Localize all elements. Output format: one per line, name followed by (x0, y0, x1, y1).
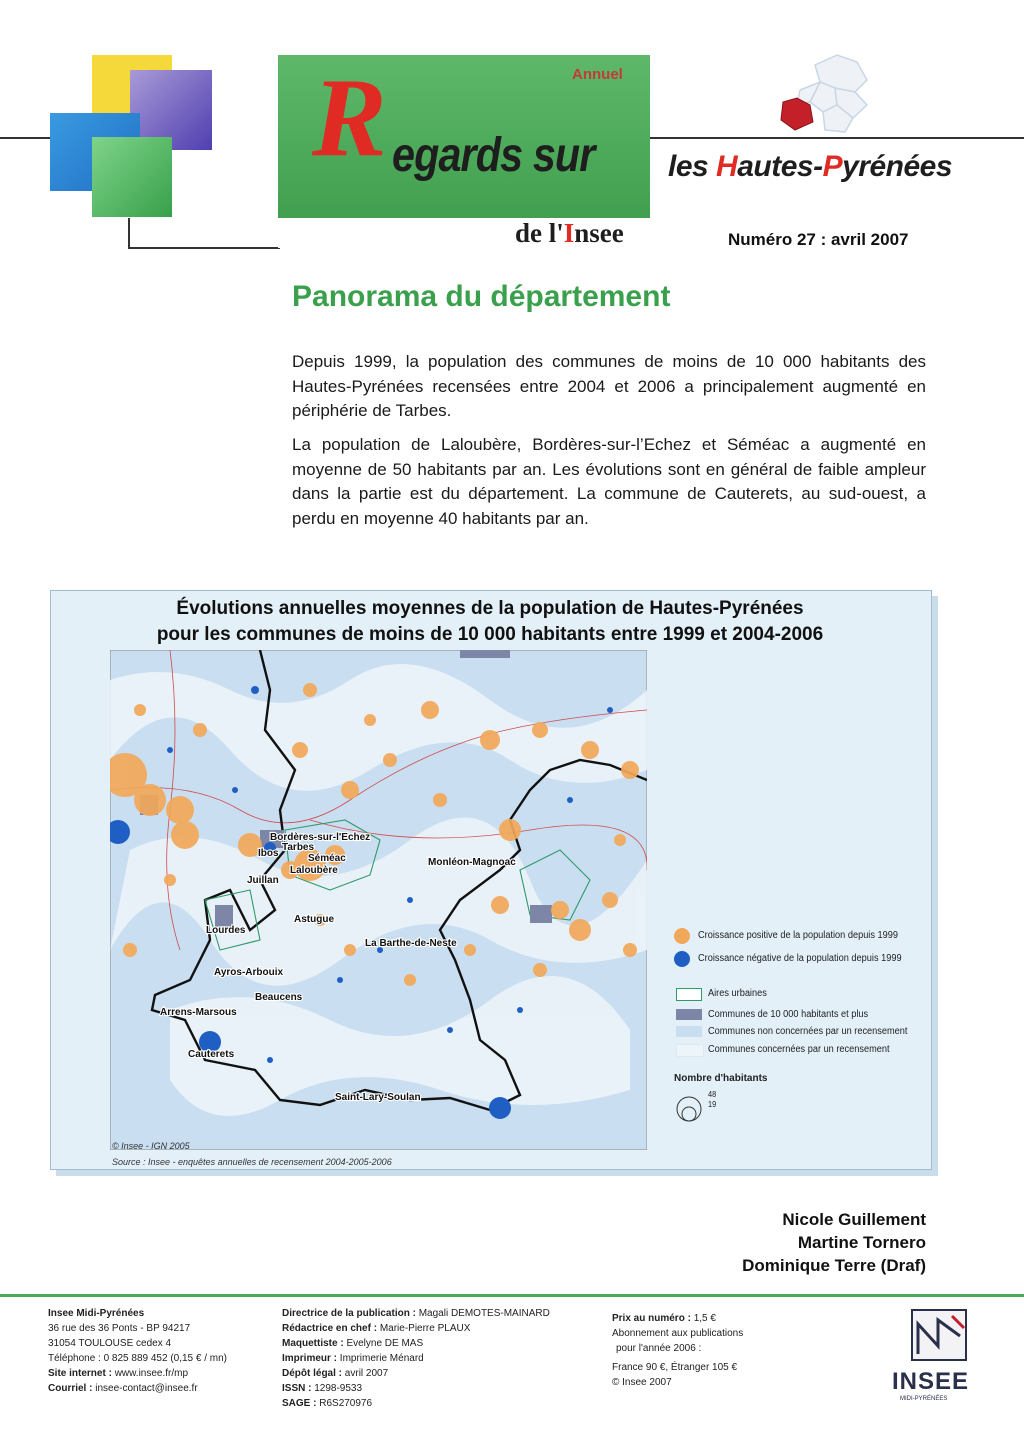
author-2: Martine Tornero (797, 1233, 926, 1252)
email-link[interactable]: insee-contact@insee.fr (95, 1383, 198, 1394)
legend-concerned: Communes concernées par un recensement (708, 1044, 890, 1055)
legend-positive: Croissance positive de la population depuis 1999 (698, 930, 898, 941)
publication-title: egards sur (392, 129, 595, 182)
header-rule-vertical (128, 218, 130, 248)
legend-not-concerned: Communes non concernées par un recensement (708, 1026, 908, 1037)
map-label: Bordères-sur-l'Echez (270, 832, 371, 843)
legend-concerned-swatch (676, 1044, 704, 1057)
author-1: Nicole Guillement (782, 1210, 926, 1229)
article-paragraph-1: Depuis 1999, la population des communes de moins de 10 000 habitants des Hautes-Pyrénées recensées entre 2004 et 2006 a principalement augmenté en périphérie de Tarbes. (292, 352, 926, 420)
map-title-line-1: Évolutions annuelles moyennes de la population de Hautes-Pyrénées (176, 598, 804, 619)
map-title-line-2: pour les communes de moins de 10 000 habitants entre 1999 et 2004-2006 (156, 624, 824, 645)
annual-label: Annuel (572, 66, 623, 83)
footer-publication-info: Directrice de la publication : Magali DEMOTES-MAINARD Rédactrice en chef : Marie-Pierre PLAUX Maquettiste : Evelyne DE MAS Imprimeur : Imprimerie Ménard Dépôt légal : avril 2007 ISSN : 1298-9533 SAGE : R6S270976 (282, 1308, 550, 1409)
insee-logo: INSEE (892, 1368, 970, 1395)
legend-size-circles (674, 1088, 708, 1124)
legend-size-heading: Nombre d'habitants (674, 1073, 768, 1084)
legend-urban-swatch (676, 988, 702, 1001)
legend-not-concerned-swatch (676, 1026, 702, 1037)
map-label: Juillan (247, 875, 279, 886)
article-paragraph-2: La population de Laloubère, Bordères-sur-l’Echez et Séméac a augmenté en moyenne de 50 habitants par an. Les évolutions sont en général de faible ampleur dans la partie est du département. La commune de Cauterets, au sud-ouest, a perdu en moyenne 40 habitants par an. (292, 435, 926, 528)
article-title: Panorama du département (292, 280, 671, 313)
map-label: La Barthe-de-Neste (365, 938, 457, 949)
legend-big: Communes de 10 000 habitants et plus (708, 1009, 869, 1020)
legend-negative: Croissance négative de la population depuis 1999 (698, 953, 902, 964)
header-rule-left (0, 137, 50, 139)
insee-logo-region: MIDI-PYRÉNÉES (900, 1396, 948, 1402)
map-label: Laloubère (290, 865, 338, 876)
insee-logo-icon (908, 1306, 972, 1364)
map-label: Saint-Lary-Soulan (335, 1092, 421, 1103)
footer-rule (0, 1294, 1024, 1297)
map-label: Séméac (308, 853, 346, 864)
website-link[interactable]: www.insee.fr/mp (114, 1368, 189, 1379)
map-label: Monléon-Magnoac (428, 857, 516, 868)
map-label: Tarbes (282, 842, 315, 853)
legend-positive-swatch (672, 926, 692, 946)
author-3: Dominique Terre (Draf) (742, 1256, 926, 1275)
legend-big-swatch (676, 1009, 702, 1020)
legend-size-big: 48 (708, 1090, 717, 1099)
department-title: les Hautes-Pyrénées (668, 150, 953, 183)
population-map (110, 650, 647, 1150)
map-source: Source : Insee - enquêtes annuelles de recensement 2004-2005-2006 (112, 1157, 392, 1167)
map-label: Ibos (258, 848, 279, 859)
map-label: Cauterets (188, 1049, 235, 1060)
region-map-icon (775, 50, 885, 140)
map-label: Astugue (294, 914, 334, 925)
legend-size-small: 19 (708, 1100, 717, 1109)
legend-urban: Aires urbaines (708, 988, 767, 999)
issue-number: Numéro 27 : avril 2007 (728, 230, 909, 249)
map-label: Ayros-Arbouix (214, 967, 284, 978)
footer-contact: Insee Midi-Pyrénées 36 rue des 36 Ponts - BP 94217 31054 TOULOUSE cedex 4 Téléphone : 0 825 889 452 (0,15 € / mn) Site internet : www.insee.fr/mp Courriel : insee-contact@insee.fr (48, 1308, 228, 1394)
title-initial: R (312, 56, 387, 180)
header-rule-bottom (128, 247, 280, 249)
legend-negative-swatch (672, 949, 692, 969)
publisher-name: de l'Insee (515, 218, 624, 248)
map-label: Lourdes (206, 925, 246, 936)
map-label: Arrens-Marsous (160, 1007, 237, 1018)
footer-pricing: Prix au numéro : 1,5 € Abonnement aux publications pour l'année 2006 : France 90 €, Étranger 105 € © Insee 2007 (612, 1313, 744, 1388)
map-copyright: © Insee - IGN 2005 (112, 1141, 190, 1151)
map-label: Beaucens (255, 992, 303, 1003)
